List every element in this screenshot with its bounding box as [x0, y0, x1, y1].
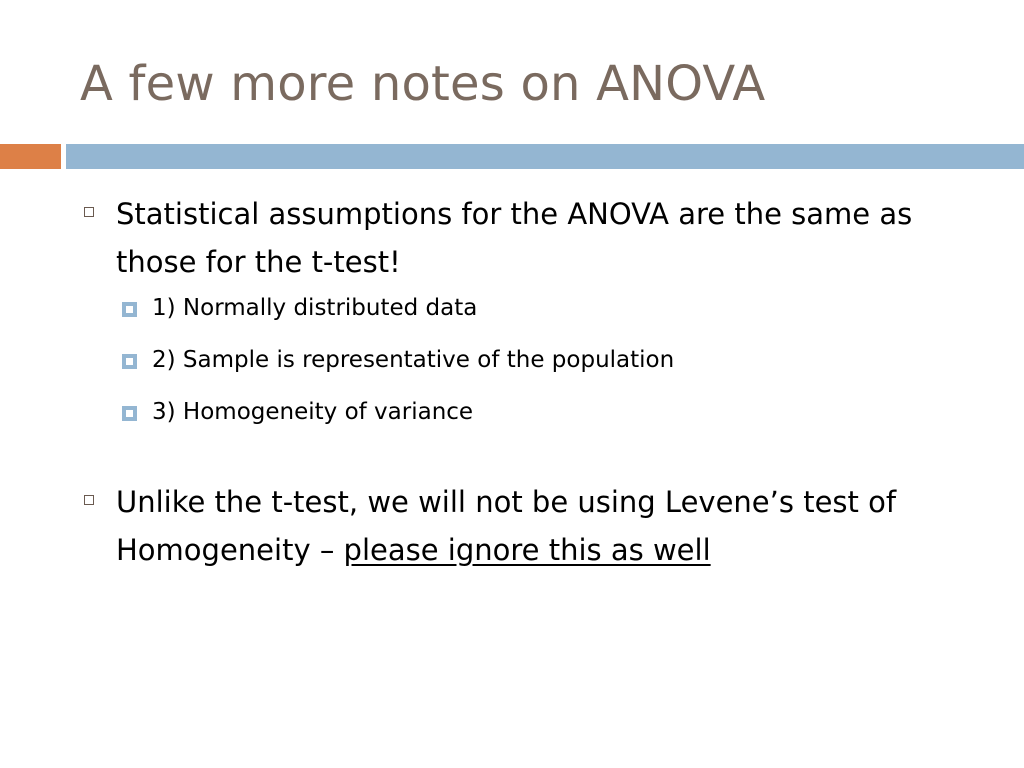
- sub-bullet-text: 1) Normally distributed data: [152, 295, 478, 321]
- square-bullet-icon: [122, 302, 137, 317]
- slide-title: A few more notes on ANOVA: [80, 56, 766, 112]
- accent-bar-orange: [0, 144, 61, 169]
- assumptions-sublist: [84, 292, 984, 428]
- bullet-levene-text: Unlike the t-test, we will not be using Levene’s test of Homogeneity –: [116, 485, 897, 567]
- bullet-assumptions-text: Statistical assumptions for the ANOVA are the same as those for the t-test!: [116, 197, 913, 279]
- sub-bullet-normality: [84, 292, 984, 324]
- bullet-levene-underlined-text: please ignore this as well: [343, 533, 711, 567]
- square-bullet-icon: [122, 406, 137, 421]
- bullet-assumptions: [84, 190, 984, 286]
- sub-bullet-text: 2) Sample is representative of the population: [152, 347, 675, 373]
- sub-bullet-representative: [84, 344, 984, 376]
- bullet-levene: [84, 478, 984, 574]
- accent-bar-blue: [66, 144, 1024, 169]
- hollow-square-bullet-icon: [84, 495, 94, 505]
- hollow-square-bullet-icon: [84, 207, 94, 217]
- slide-content: [84, 190, 984, 574]
- sub-bullet-homogeneity: [84, 396, 984, 428]
- sub-bullet-text: 3) Homogeneity of variance: [152, 399, 474, 425]
- square-bullet-icon: [122, 354, 137, 369]
